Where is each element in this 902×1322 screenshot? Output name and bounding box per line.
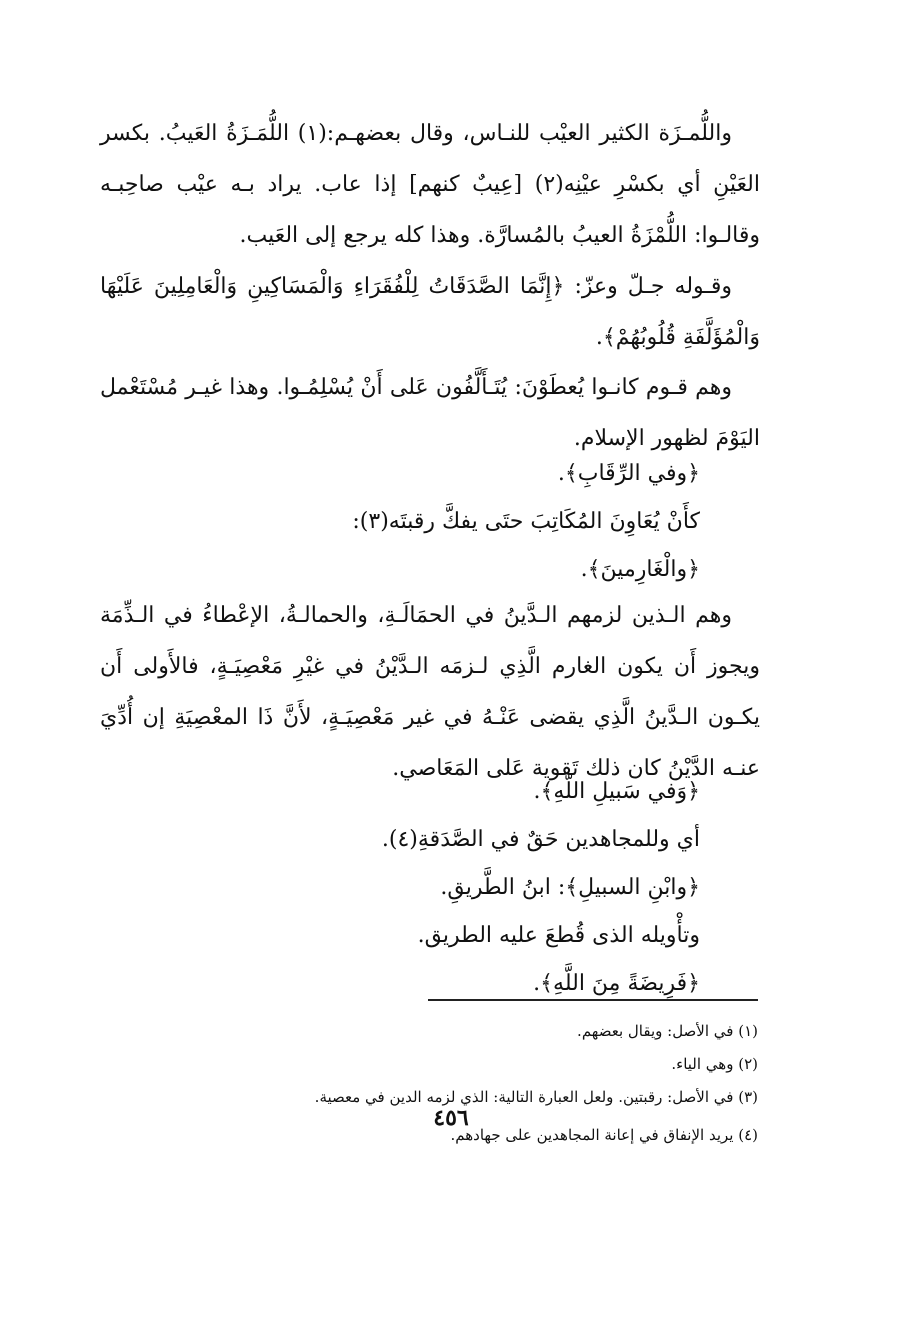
footnote: (٢) وهي الياء.: [671, 1055, 758, 1073]
verse-line: وتأْويله الذى قُطعَ عليه الطريق.: [417, 923, 700, 948]
verse-line: أي وللمجاهدين حَقٌ في الصَّدَقةِ(٤).: [381, 827, 700, 852]
verse-line: كأَنْ يُعَاوِنَ المُكَاتِبَ حتَى يفكَّ رقبتَه(٣):: [352, 509, 700, 534]
footnote: (١) في الأصل: ويقال بعضهم.: [577, 1022, 758, 1040]
verse-line: ﴿وابْنِ السبيلِ﴾: ابنُ الطَّريقِ.: [440, 875, 700, 900]
paragraph-1: واللُّمـزَة الكثير العيْب للنـاس، وقال بعضهـم:(١) اللُّمَـزَةُ العَيبُ. بكسر العَيْنِ أي بكسْرِ عيْنِه(٢) [عِيبٌ كنهم] إذا عاب. يراد بـه عيْب صاحِبـه وقالـوا: اللُّمْزَةُ العيبُ بالمُسارَّة. وهذا كله يرجع إلى العَيب.: [100, 121, 760, 248]
verse-block-1: [100, 450, 760, 594]
verse-line: ﴿والْغَارِمينَ﴾.: [580, 557, 700, 582]
page-body: [100, 100, 760, 1260]
paragraph-2: وقـوله جـلّ وعزّ: ﴿إِنَّمَا الصَّدَقَاتُ لِلْفُقَرَاءِ وَالْمَسَاكِينِ وَالْعَامِلِينَ عَلَيْهَا وَالْمُؤَلَّفَةِ قُلُوبُهُمْ﴾.: [100, 274, 760, 350]
verse-block-2: [100, 768, 760, 1008]
page-number: ٤٥٦: [433, 1105, 469, 1131]
footnote-separator: [428, 999, 758, 1001]
verse-line: ﴿وفي الرِّقَابِ﴾.: [557, 461, 700, 486]
footnote: (٣) في الأصل: رقبتين. ولعل العبارة التالية: الذي لزمه الدين في معصية.: [314, 1088, 758, 1106]
footnote: (٤) يريد الإنفاق في إعانة المجاهدين على جهادهم.: [450, 1126, 758, 1144]
verse-line: ﴿وَفي سَبيلِ اللّهِ﴾.: [533, 779, 700, 804]
paragraph-3: وهم قـوم كانـوا يُعطَوْنَ: يُتَـأَلَّفُون عَلى أَنْ يُسْلِمُـوا. وهذا غيـر مُسْتَعْمل اليَوْمَ لظهور الإسلام.: [100, 375, 760, 451]
paragraph-4: وهم الـذين لزمهم الـدَّينُ في الحمَالَـةِ، والحمالـةُ، الإعْطاءُ في الـذِّمَة ويجوز أَن يكون الغارم الَّذِي لـزمَه الـدَّيْنُ في غيْرِ مَعْصِيَـةٍ، فالأَولى أَن يكـون الـدَّينُ الَّذِي يقضى عَنْـهُ في غير مَعْصِيَـةٍ، لأَنَّ ذَا المعْصِيَةِ إن أُدِّيَ عنـه الدَّيْنُ كان ذلك تَقوية عَلى المَعَاصي.: [100, 603, 760, 781]
verse-line: ﴿فَرِيضَةً مِنَ اللَّهِ﴾.: [533, 971, 700, 996]
